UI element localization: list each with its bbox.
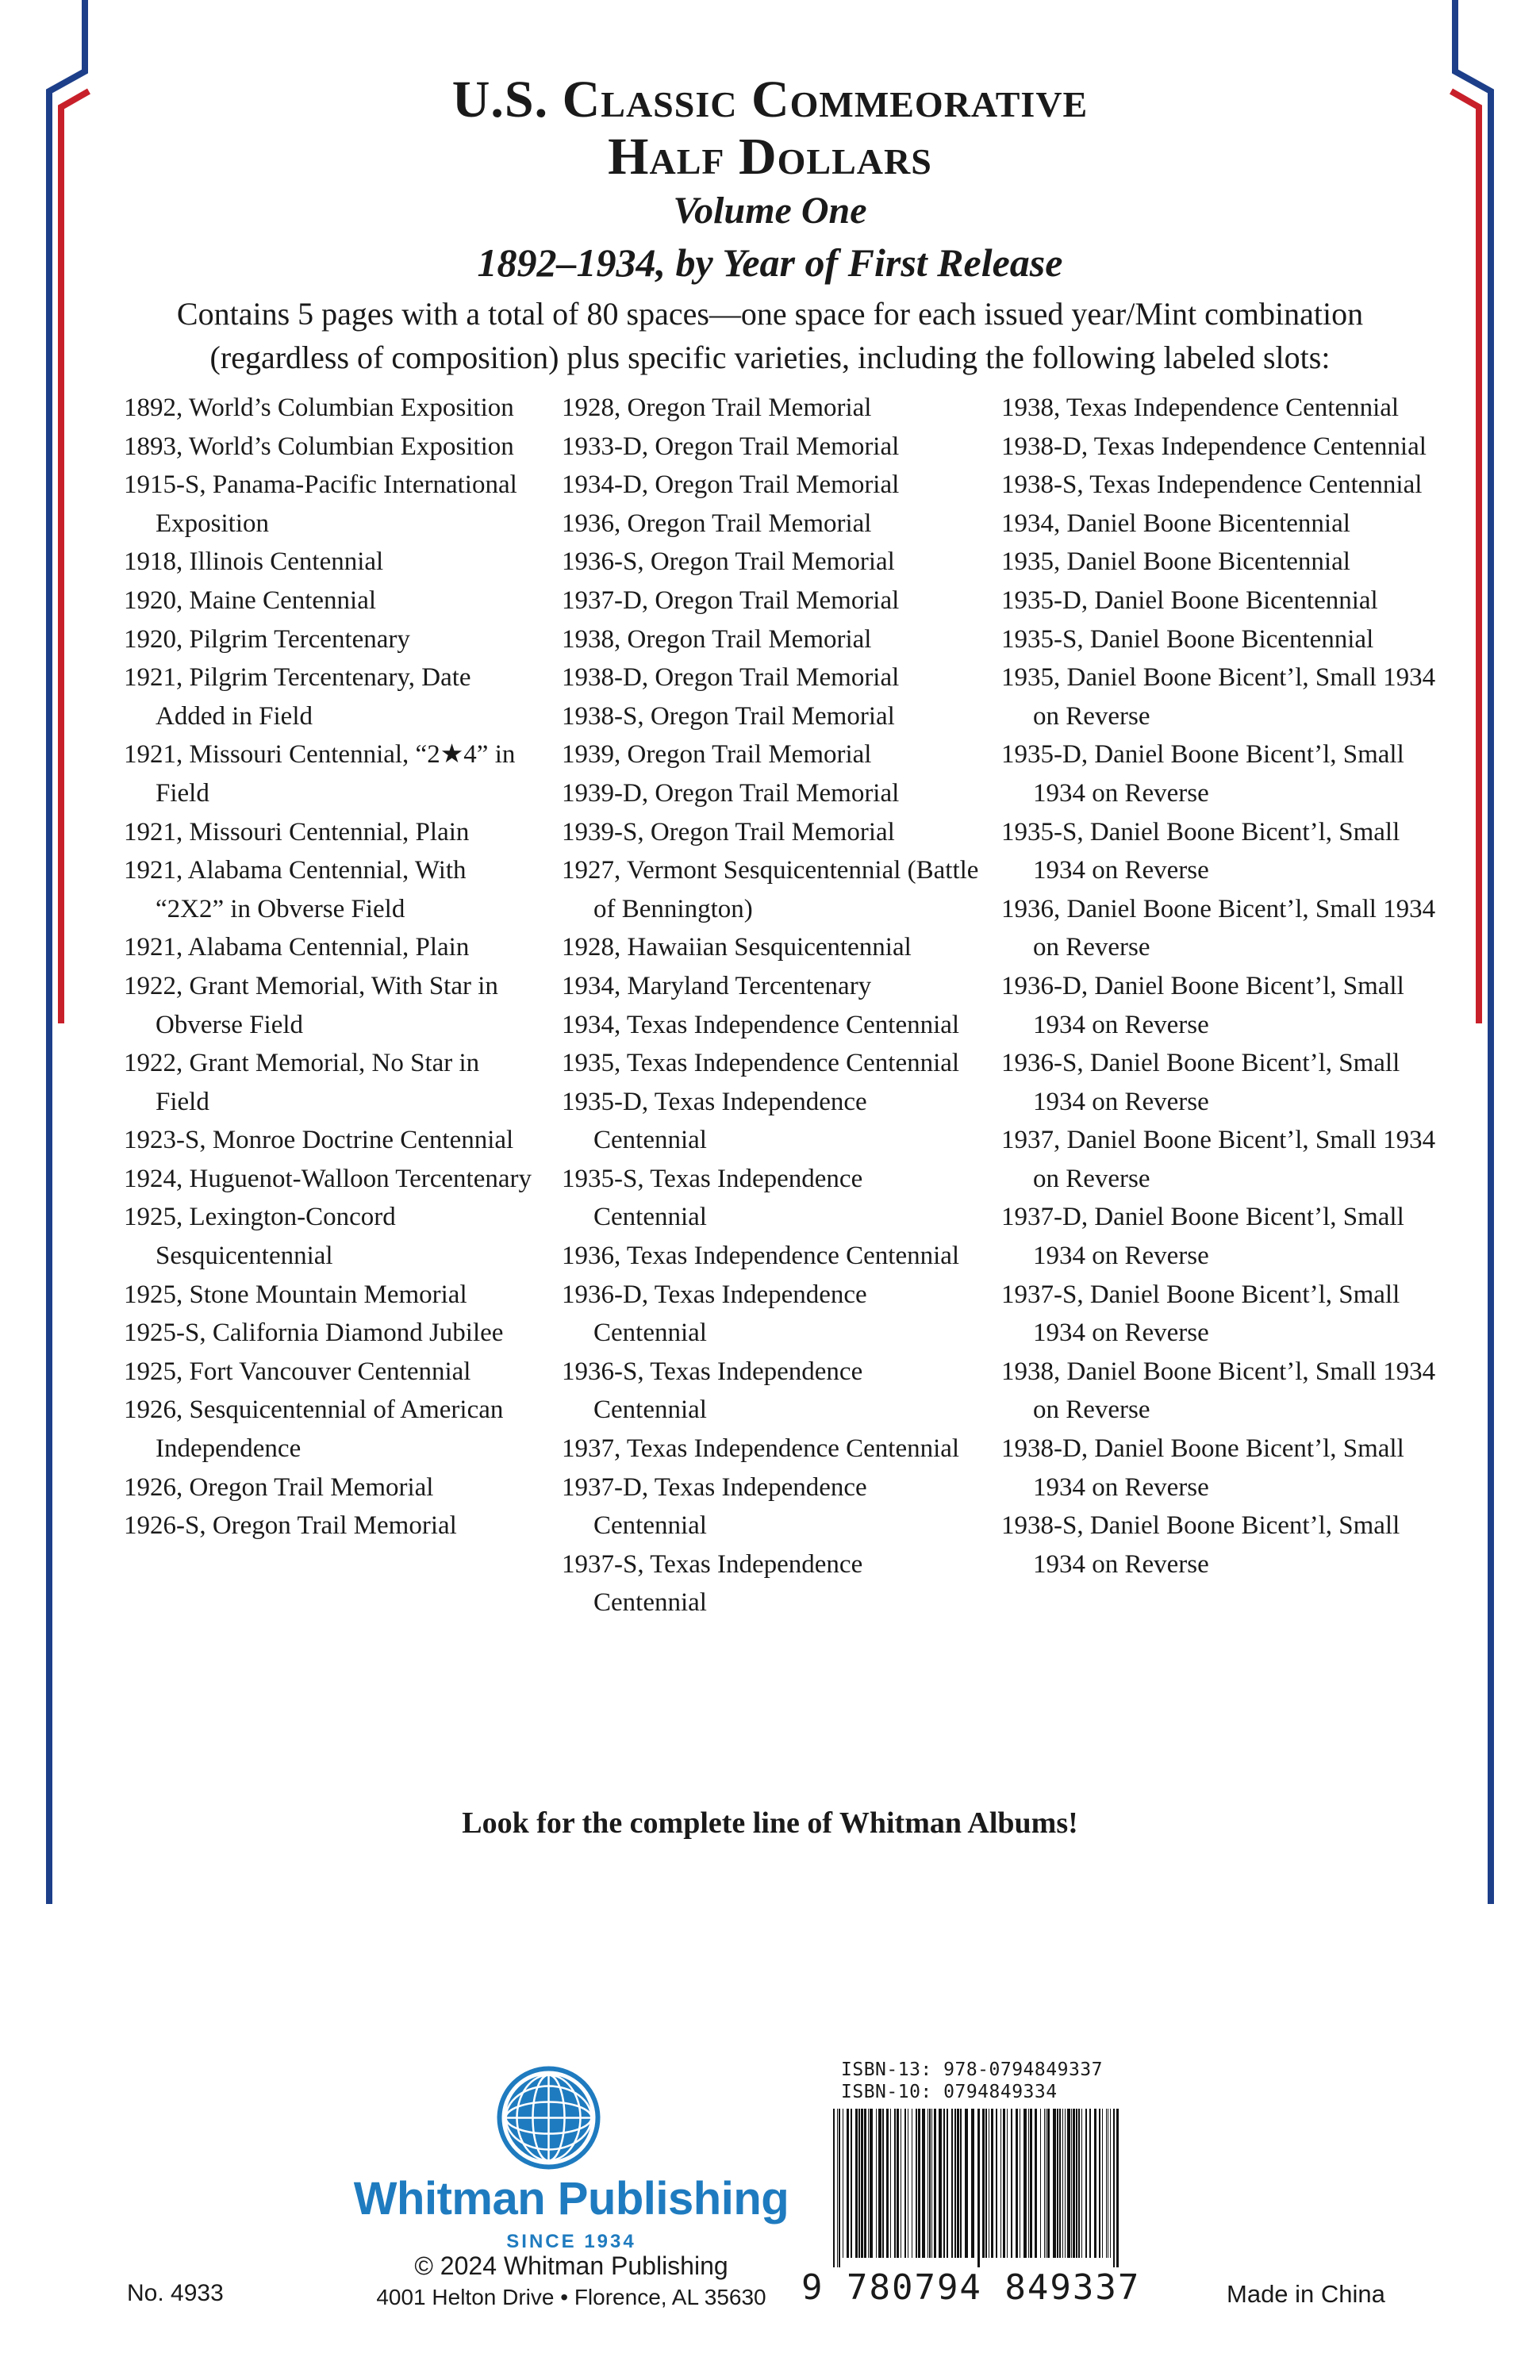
publisher-name: Whitman Publishing	[353, 2173, 789, 2225]
slot-list-item: 1927, Vermont Sesquicentennial (Battle of Bennington)	[562, 856, 979, 923]
item-number: No. 4933	[127, 2280, 224, 2306]
slot-list-item: 1928, Oregon Trail Memorial	[562, 393, 872, 422]
slot-list-item: 1920, Pilgrim Tercentenary	[124, 624, 410, 654]
globe-logo-icon	[495, 2064, 602, 2171]
slot-list-item: 1920, Maine Centennial	[124, 585, 377, 615]
slot-list-item: 1936, Texas Independence Centennial	[562, 1242, 960, 1271]
slot-list-item: 1921, Missouri Centennial, Plain	[124, 817, 470, 846]
slot-list-item: 1925, Fort Vancouver Centennial	[124, 1357, 471, 1386]
barcode-number: 9 780794 849337	[801, 2267, 1141, 2308]
slot-list-item: 1938-S, Oregon Trail Memorial	[562, 701, 895, 731]
made-in-label: Made in China	[1227, 2280, 1385, 2308]
slot-list-item: 1935, Texas Independence Centennial	[562, 1049, 960, 1078]
right-stripe-decoration	[1443, 0, 1499, 1904]
slot-list-item: 1923-S, Monroe Doctrine Centennial	[124, 1126, 514, 1155]
slot-list-item: 1922, Grant Memorial, No Star in Field	[124, 1049, 480, 1116]
isbn10-label: ISBN-10: 0794849334	[841, 2082, 1058, 2102]
slot-list-item: 1926-S, Oregon Trail Memorial	[124, 1511, 457, 1541]
slot-list-column-3	[1001, 389, 1446, 1583]
slot-list-item: 1925, Stone Mountain Memorial	[124, 1280, 467, 1309]
slot-list-item: 1936-D, Texas Independence Centennial	[562, 1280, 867, 1348]
slot-list-item: 1925-S, California Diamond Jubilee	[124, 1319, 504, 1348]
volume-label: Volume One	[673, 190, 867, 232]
slot-list-item: 1937, Texas Independence Centennial	[562, 1434, 960, 1464]
slot-list-item: 1939-D, Oregon Trail Memorial	[562, 778, 900, 808]
slot-list-item: 1935-D, Daniel Boone Bicentennial	[1001, 585, 1378, 615]
slot-list-item: 1915-S, Panama-Pacific International Exposition	[124, 470, 517, 538]
slot-list-item: 1934, Maryland Tercentenary	[562, 971, 872, 1000]
slot-list-item: 1921, Alabama Centennial, Plain	[124, 933, 470, 962]
slot-list-item: 1892, World’s Columbian Exposition	[124, 393, 514, 422]
slot-list-item: 1937-D, Oregon Trail Memorial	[562, 585, 900, 615]
slot-list-item: 1926, Sesquicentennial of American Independence	[124, 1395, 504, 1464]
subtitle: 1892–1934, by Year of First Release	[477, 240, 1063, 285]
slot-list-item: 1935-S, Texas Independence Centennial	[562, 1164, 863, 1232]
slot-list-item: 1939-S, Oregon Trail Memorial	[562, 817, 895, 846]
slot-list-item: 1937-D, Daniel Boone Bicent’l, Small 1934 on Reverse	[1001, 1203, 1404, 1271]
slot-list-item: 1937-S, Daniel Boone Bicent’l, Small 1934 on Reverse	[1001, 1280, 1400, 1348]
slot-list-item: 1938, Oregon Trail Memorial	[562, 624, 872, 654]
slot-list-item: 1933-D, Oregon Trail Memorial	[562, 432, 900, 461]
slot-list-item: 1936, Oregon Trail Memorial	[562, 509, 872, 538]
slot-list-item: 1939, Oregon Trail Memorial	[562, 740, 872, 770]
slot-list-item: 1934-D, Oregon Trail Memorial	[562, 470, 900, 500]
slot-list-item: 1938-D, Daniel Boone Bicent’l, Small 1934 on Reverse	[1001, 1434, 1404, 1502]
slot-list-column-2	[562, 389, 982, 1622]
slot-list-item: 1928, Hawaiian Sesquicentennial	[562, 933, 912, 962]
publisher-address: 4001 Helton Drive • Florence, AL 35630	[376, 2285, 766, 2309]
slot-list-item: 1935, Daniel Boone Bicent’l, Small 1934 on Reverse	[1001, 663, 1436, 731]
copyright-text: © 2024 Whitman Publishing	[414, 2251, 728, 2280]
slot-list-item: 1938-S, Daniel Boone Bicent’l, Small 1934 on Reverse	[1001, 1511, 1400, 1579]
page-title-line2: Half Dollars	[608, 128, 932, 186]
slot-list-item: 1936-D, Daniel Boone Bicent’l, Small 1934 on Reverse	[1001, 971, 1404, 1039]
slot-list-item: 1921, Pilgrim Tercentenary, Date Added in Field	[124, 663, 471, 731]
slot-list-item: 1938-D, Texas Independence Centennial	[1001, 432, 1427, 461]
slot-list-item: 1937-D, Texas Independence Centennial	[562, 1472, 867, 1541]
slot-list-item: 1937, Daniel Boone Bicent’l, Small 1934 on Reverse	[1001, 1126, 1436, 1193]
isbn13-label: ISBN-13: 978-0794849337	[841, 2059, 1103, 2080]
slot-list-item: 1934, Texas Independence Centennial	[562, 1010, 960, 1039]
intro-text: Contains 5 pages with a total of 80 spaces—one space for each issued year/Mint combination (regardless of composition) plus specific varieties, including the following labeled slots:	[176, 296, 1364, 375]
slot-list-item: 1921, Alabama Centennial, With “2X2” in Obverse Field	[124, 856, 467, 923]
slot-list-item: 1935-S, Daniel Boone Bicent’l, Small 1934 on Reverse	[1001, 817, 1400, 885]
slot-list-item: 1934, Daniel Boone Bicentennial	[1001, 509, 1350, 538]
slot-list-item: 1921, Missouri Centennial, “2★4” in Field	[124, 740, 516, 808]
slot-list-item: 1893, World’s Columbian Exposition	[124, 432, 514, 461]
barcode-icon	[831, 2109, 1125, 2267]
slot-list-item: 1938-S, Texas Independence Centennial	[1001, 470, 1423, 500]
slot-list-item: 1924, Huguenot-Walloon Tercentenary	[124, 1164, 532, 1193]
slot-list-item: 1937-S, Texas Independence Centennial	[562, 1549, 863, 1618]
slot-list-item: 1936-S, Daniel Boone Bicent’l, Small 1934 on Reverse	[1001, 1049, 1400, 1116]
slot-list-item: 1935-D, Texas Independence Centennial	[562, 1087, 867, 1155]
slot-list-item: 1935, Daniel Boone Bicentennial	[1001, 547, 1350, 577]
slot-list-item: 1938-D, Oregon Trail Memorial	[562, 663, 900, 693]
slot-list-item: 1926, Oregon Trail Memorial	[124, 1472, 434, 1502]
slot-list-item: 1935-S, Daniel Boone Bicentennial	[1001, 624, 1374, 654]
slot-list-item: 1938, Daniel Boone Bicent’l, Small 1934 on Reverse	[1001, 1357, 1436, 1425]
slot-list-column-1	[124, 389, 536, 1545]
slot-list-item: 1938, Texas Independence Centennial	[1001, 393, 1400, 422]
publisher-since: SINCE 1934	[506, 2231, 636, 2252]
slot-list-item: 1922, Grant Memorial, With Star in Obverse Field	[124, 971, 498, 1039]
slot-list-item: 1925, Lexington-Concord Sesquicentennial	[124, 1203, 396, 1271]
slot-list-item: 1936-S, Texas Independence Centennial	[562, 1357, 863, 1425]
slot-list-item: 1936-S, Oregon Trail Memorial	[562, 547, 895, 577]
slot-list-item: 1918, Illinois Centennial	[124, 547, 384, 577]
look-for-text: Look for the complete line of Whitman Albums!	[462, 1806, 1078, 1840]
slot-list-item: 1935-D, Daniel Boone Bicent’l, Small 1934 on Reverse	[1001, 740, 1404, 808]
slot-list-item: 1936, Daniel Boone Bicent’l, Small 1934 on Reverse	[1001, 894, 1436, 962]
page-title-line1: U.S. Classic Commeorative	[451, 71, 1089, 129]
left-stripe-decoration	[41, 0, 97, 1904]
